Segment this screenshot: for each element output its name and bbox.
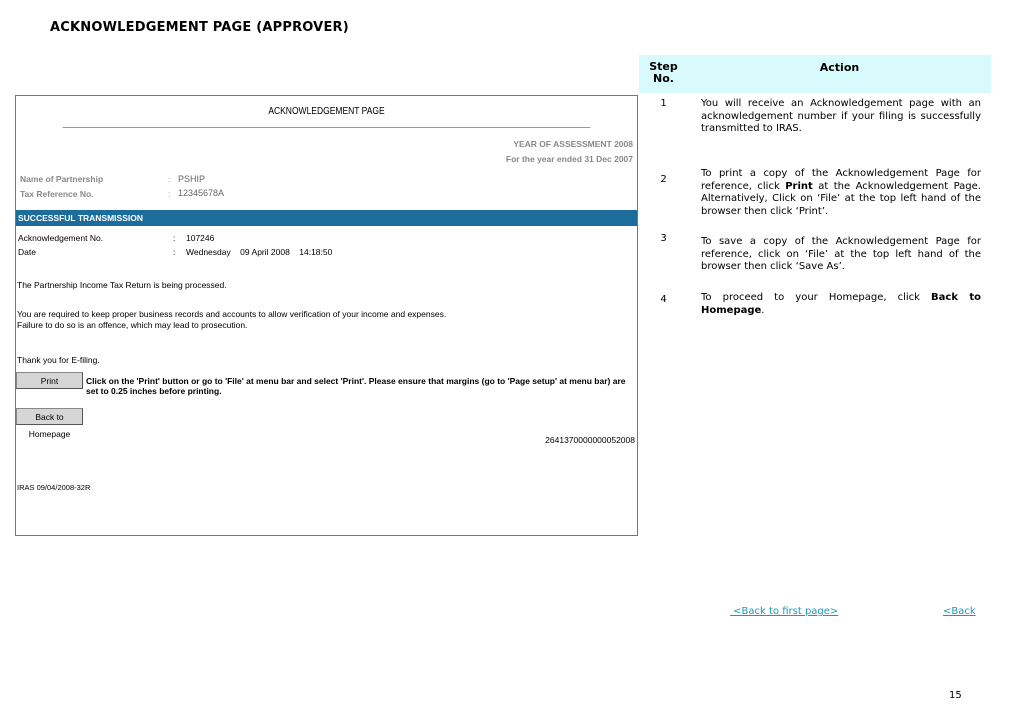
assessment-info	[506, 137, 633, 167]
step-action: You will receive an Acknowledgement page with an acknowledgement number if your filing is successfully transmitted to IRAS.	[701, 98, 981, 135]
step-number-header: Step No.	[649, 60, 678, 85]
tax-reference-value: 12345678A	[178, 188, 225, 198]
field-separator: :	[173, 247, 176, 257]
step-number: 3	[660, 233, 667, 244]
partnership-name-label: Name of Partnership	[20, 174, 104, 184]
acknowledgement-screenshot	[15, 95, 638, 536]
ack-number-label: Acknowledgement No.	[18, 233, 104, 243]
iras-code: IRAS 09/04/2008-32R	[17, 483, 91, 492]
successful-transmission-band: SUCCESSFUL TRANSMISSION	[16, 210, 637, 226]
tax-reference-label: Tax Reference No.	[20, 189, 94, 199]
back-to-first-page-link[interactable]: <Back to first page>	[730, 606, 839, 617]
step-action-text: at the Acknowledgement Page. Alternatively, Click on ‘File’ at the top left hand of the browser then click ‘Print’.	[701, 180, 981, 218]
partnership-name-value: PSHIP	[178, 174, 206, 184]
back-to-homepage-button[interactable]: Back to Homepage	[16, 408, 83, 425]
action-header: Action	[819, 61, 860, 74]
field-separator: :	[168, 174, 171, 184]
step-table-header	[639, 55, 991, 93]
print-instruction: Click on the 'Print' button or go to 'File' at menu bar and select 'Print'. Please ensure that margins (go to 'Page setup' at menu bar) are set to 0.25 inches before printing.	[86, 376, 626, 396]
step-action-text: To proceed to your Homepage, click	[701, 292, 932, 303]
records-text-2: Failure to do so is an offence, which may lead to prosecution.	[17, 320, 248, 330]
step-action-text: To print a copy of the Acknowledgement Page for reference, click	[701, 168, 981, 192]
year-of-assessment: YEAR OF ASSESSMENT 2008	[513, 139, 633, 149]
screenshot-header: ACKNOWLEDGEMENT PAGE	[63, 96, 591, 128]
back-link[interactable]: <Back	[943, 606, 976, 617]
step-action	[701, 168, 981, 219]
print-button[interactable]: Print	[16, 372, 83, 389]
field-separator: :	[168, 189, 171, 199]
step-table	[639, 55, 991, 316]
date-value: Wednesday 09 April 2008 14:18:50	[186, 247, 333, 257]
thanks-text: Thank you for E-filing.	[17, 355, 100, 365]
step-action: To save a copy of the Acknowledgement Page for reference, click on ‘File’ at the top left hand of the browser then click ‘Save As’.	[701, 236, 981, 273]
records-text-1: You are required to keep proper business records and accounts to allow verification of your income and expenses.	[17, 309, 447, 319]
ack-number-value: 107246	[186, 233, 215, 243]
page-number: 15	[949, 690, 962, 701]
page-title: ACKNOWLEDGEMENT PAGE (APPROVER)	[50, 20, 349, 35]
processing-text: The Partnership Income Tax Return is being processed.	[17, 280, 227, 290]
step-action	[701, 292, 981, 317]
step-action-text: .	[761, 304, 765, 316]
step-number: 2	[660, 174, 667, 185]
print-keyword: Print	[785, 180, 813, 192]
date-label: Date	[18, 247, 36, 257]
reference-number: 2641370000000052008	[545, 435, 635, 445]
year-ended: For the year ended 31 Dec 2007	[505, 154, 633, 164]
back-to-homepage-keyword: Back to Homepage	[701, 292, 981, 316]
field-separator: :	[173, 233, 176, 243]
step-number: 1	[660, 98, 667, 109]
step-number: 4	[660, 294, 667, 305]
